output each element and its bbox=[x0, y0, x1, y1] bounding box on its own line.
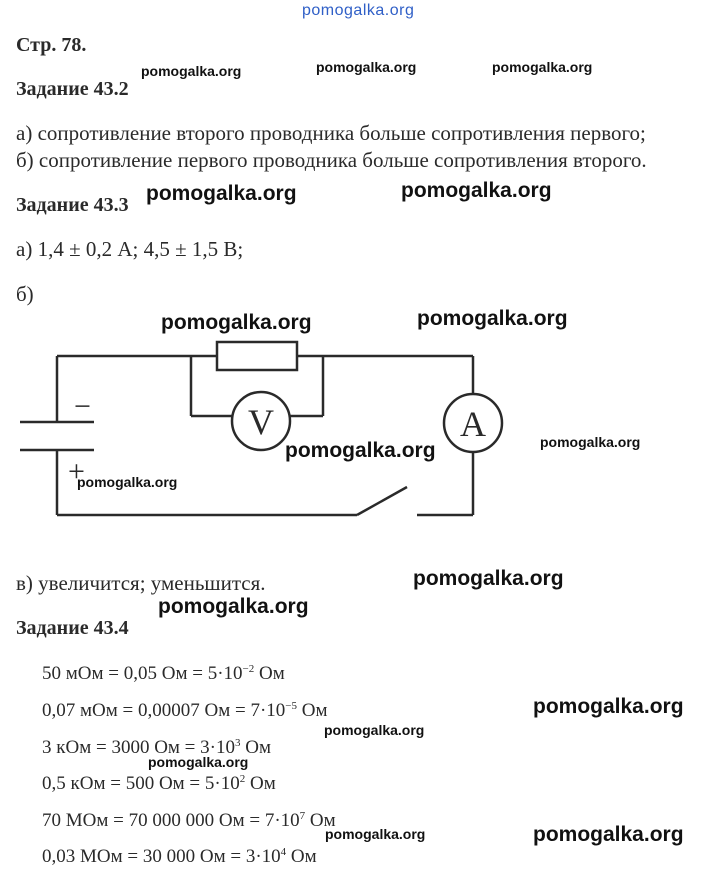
task-43-2-title: Задание 43.2 bbox=[16, 78, 129, 100]
conversion-row bbox=[42, 846, 317, 868]
watermark: pomogalka.org bbox=[417, 307, 568, 330]
ammeter-symbol: A bbox=[460, 404, 486, 444]
battery-minus-sign: − bbox=[74, 390, 91, 423]
conversion-lhs: 0,03 МОм = 30 000 Ом = 3·10 bbox=[42, 846, 281, 867]
conversion-lhs: 3 кОм = 3000 Ом = 3·10 bbox=[42, 737, 235, 758]
task-43-3-line-a: а) 1,4 ± 0,2 А; 4,5 ± 1,5 В; bbox=[16, 237, 244, 261]
watermark: pomogalka.org bbox=[161, 311, 312, 334]
watermark: pomogalka.org bbox=[148, 754, 249, 770]
conversion-exponent: 2 bbox=[239, 773, 246, 785]
watermark: pomogalka.org bbox=[401, 179, 552, 202]
watermark: pomogalka.org bbox=[324, 722, 425, 738]
resistor bbox=[217, 342, 297, 370]
conversion-exponent: −5 bbox=[285, 700, 297, 712]
conversion-unit: Ом bbox=[245, 773, 276, 794]
task-43-4-title: Задание 43.4 bbox=[16, 617, 129, 639]
watermark: pomogalka.org bbox=[492, 59, 593, 75]
watermark: pomogalka.org bbox=[533, 695, 684, 718]
watermark: pomogalka.org bbox=[316, 59, 417, 75]
watermark: pomogalka.org bbox=[533, 823, 684, 846]
watermark: pomogalka.org bbox=[146, 182, 297, 205]
voltmeter-symbol: V bbox=[248, 402, 274, 442]
watermark: pomogalka.org bbox=[285, 439, 436, 462]
conversion-lhs: 70 МОм = 70 000 000 Ом = 7·10 bbox=[42, 810, 300, 831]
watermark: pomogalka.org bbox=[540, 434, 641, 450]
conversion-unit: Ом bbox=[240, 737, 271, 758]
watermark: pomogalka.org bbox=[325, 826, 426, 842]
conversion-unit: Ом bbox=[305, 810, 336, 831]
switch-lever bbox=[357, 487, 407, 515]
conversion-exponent: 7 bbox=[299, 810, 306, 822]
conversion-row bbox=[42, 663, 285, 685]
task-43-2-line-b: б) сопротивление первого проводника больше сопротивления второго. bbox=[16, 148, 647, 172]
watermark-top: pomogalka.org bbox=[302, 2, 415, 19]
task-43-3-line-c: в) увеличится; уменьшится. bbox=[16, 571, 266, 595]
watermark: pomogalka.org bbox=[158, 595, 309, 618]
task-43-3-title: Задание 43.3 bbox=[16, 194, 129, 216]
watermark: pomogalka.org bbox=[141, 63, 242, 79]
watermark: pomogalka.org bbox=[413, 567, 564, 590]
task-43-2-line-a: а) сопротивление второго проводника больше сопротивления первого; bbox=[16, 121, 646, 145]
conversion-exponent: 4 bbox=[280, 846, 287, 858]
circuit-diagram bbox=[0, 300, 720, 530]
conversion-lhs: 50 мОм = 0,05 Ом = 5·10 bbox=[42, 663, 243, 684]
conversion-row bbox=[42, 700, 328, 722]
task-43-3-label-b: б) bbox=[16, 282, 34, 306]
conversion-row bbox=[42, 810, 336, 832]
conversion-unit: Ом bbox=[254, 663, 285, 684]
conversion-row bbox=[42, 773, 276, 795]
conversion-unit: Ом bbox=[297, 700, 328, 721]
battery-plus-sign: + bbox=[68, 455, 85, 488]
conversion-lhs: 0,07 мОм = 0,00007 Ом = 7·10 bbox=[42, 700, 286, 721]
conversion-exponent: −2 bbox=[242, 663, 255, 675]
page-label: Стр. 78. bbox=[16, 34, 87, 56]
conversion-unit: Ом bbox=[286, 846, 317, 867]
conversion-exponent: 3 bbox=[234, 737, 241, 749]
watermark: pomogalka.org bbox=[77, 474, 178, 490]
conversion-lhs: 0,5 кОм = 500 Ом = 5·10 bbox=[42, 773, 240, 794]
